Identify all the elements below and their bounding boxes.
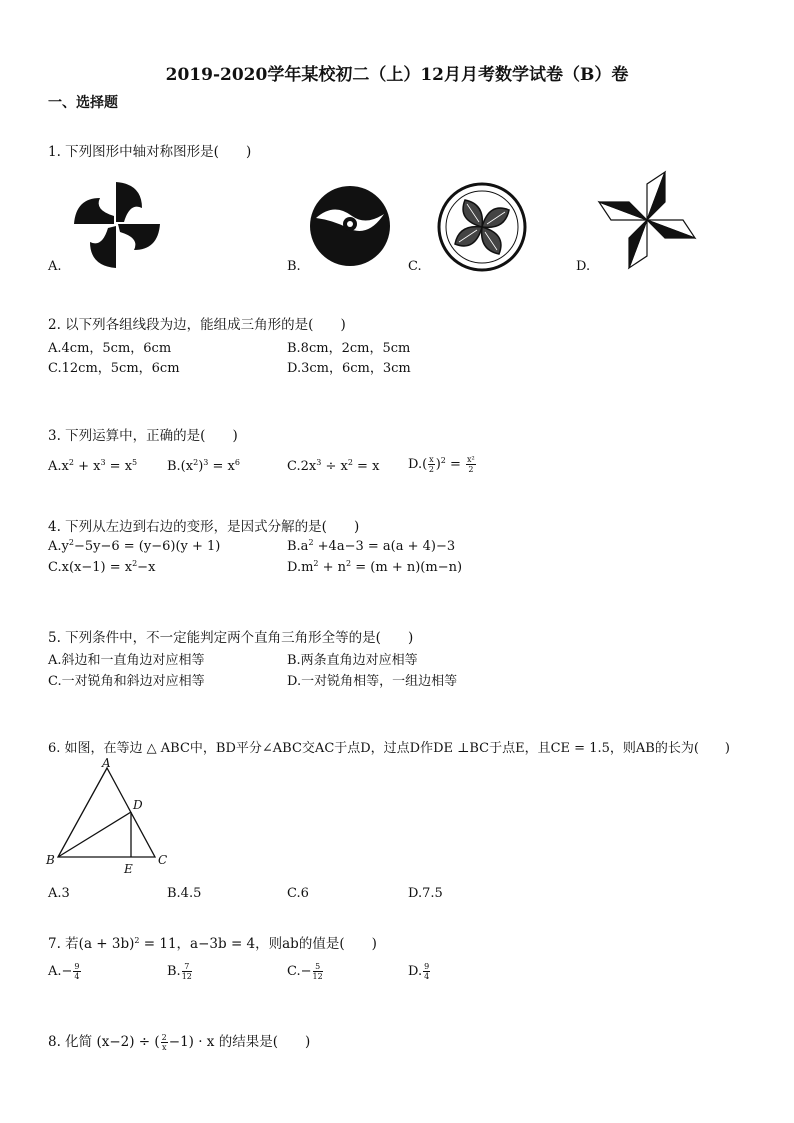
- q1-option-b-label: B.: [287, 259, 301, 274]
- q4-option-a: $A.y^2-5y-6 = (y-6)(y + 1)$: [48, 538, 221, 554]
- four-petal-circle-figure: [437, 182, 527, 272]
- q3-option-b: $B.(x^2)^3 = x^6$: [167, 458, 240, 474]
- q4-option-b: $B.a^2 +4a-3 = a(a + 4)-3$: [287, 538, 456, 554]
- q6-option-b: B.4.5: [167, 886, 202, 901]
- question-3-stem: 3. 下列运算中，正确的是( ): [48, 428, 238, 444]
- q6-option-c: C.6: [287, 886, 309, 901]
- page-title: 2019-2020学年某校初二（上）12月月考数学试卷（B）卷: [165, 65, 629, 85]
- q7-option-d: D. $\frac{9}{4}$: [408, 962, 430, 981]
- q5-option-c: C.一对锐角和斜边对应相等: [48, 674, 205, 689]
- q3-option-c: $C.2x^3 \div x^2 = x$: [287, 458, 380, 474]
- q6-option-d: D.7.5: [408, 886, 443, 901]
- point-e-label: E: [124, 862, 133, 876]
- q5-option-b: B.两条直角边对应相等: [287, 653, 418, 668]
- question-1-stem: 1. 下列图形中轴对称图形是( ): [48, 144, 252, 160]
- q2-option-b: B.8cm，2cm，5cm: [287, 341, 411, 356]
- point-c-label: C: [158, 853, 168, 867]
- question-5-stem: 5. 下列条件中，不一定能判定两个直角三角形全等的是( ): [48, 630, 414, 646]
- question-4-stem: 4. 下列从左边到右边的变形，是因式分解的是( ): [48, 519, 360, 535]
- q3-option-d: D.( $\frac{x}{2}$ )$^2$ = $\frac{\text{x²}}{2}$: [408, 455, 475, 474]
- point-b-label: B: [46, 853, 55, 867]
- point-d-label: D: [133, 798, 143, 812]
- q5-option-d: D.一对锐角相等，一组边相等: [287, 674, 458, 689]
- windmill-figure: [597, 170, 697, 270]
- q7-option-c: C.− $\frac{5}{12}$: [287, 962, 323, 981]
- q2-option-a: A.4cm，5cm，6cm: [48, 341, 172, 356]
- q4-option-c: $C.x(x-1) = x^2-x$: [48, 559, 156, 575]
- point-a-label: A: [102, 756, 111, 770]
- q5-option-a: A.斜边和一直角边对应相等: [48, 653, 205, 668]
- yin-yang-circle-figure: [308, 184, 392, 268]
- section-heading: 一、选择题: [48, 95, 118, 111]
- q2-option-d: D.3cm，6cm，3cm: [287, 361, 411, 376]
- triangle-abc: [58, 768, 155, 857]
- q1-option-c-label: C.: [408, 259, 422, 274]
- triangle-diagram: [44, 756, 174, 876]
- q7-option-a: A.− $\frac{9}{4}$: [48, 962, 80, 981]
- q7-option-b: B. $\frac{7}{12}$: [167, 962, 192, 981]
- q1-option-a-label: A.: [48, 259, 62, 274]
- question-8-stem: 8. 化简 (x−2) ÷ ( $\frac{2}{x}$ −1) · x 的结果是( ): [48, 1033, 311, 1052]
- q6-option-a: A.3: [48, 886, 70, 901]
- q3-option-a: $A.x^2 + x^3 = x^5$: [48, 458, 138, 474]
- q1-option-d-label: D.: [576, 259, 591, 274]
- question-7-stem: 7. 若$(a + 3b)^2 = 11$，a−3b = 4，则ab的值是( ): [48, 936, 377, 952]
- question-6-stem: 6. 如图，在等边 △ ABC中，BD平分∠ABC交AC于点D，过点D作DE ⊥BC于点E，且CE = 1.5，则AB的长为( ): [48, 741, 730, 756]
- segment-bd: [58, 812, 131, 857]
- q4-option-d: $D.m^2 + n^2 = (m + n)(m-n)$: [287, 559, 463, 575]
- q2-option-c: C.12cm，5cm，6cm: [48, 361, 180, 376]
- pinwheel-figure: [72, 180, 162, 270]
- question-2-stem: 2. 以下列各组线段为边，能组成三角形的是( ): [48, 317, 346, 333]
